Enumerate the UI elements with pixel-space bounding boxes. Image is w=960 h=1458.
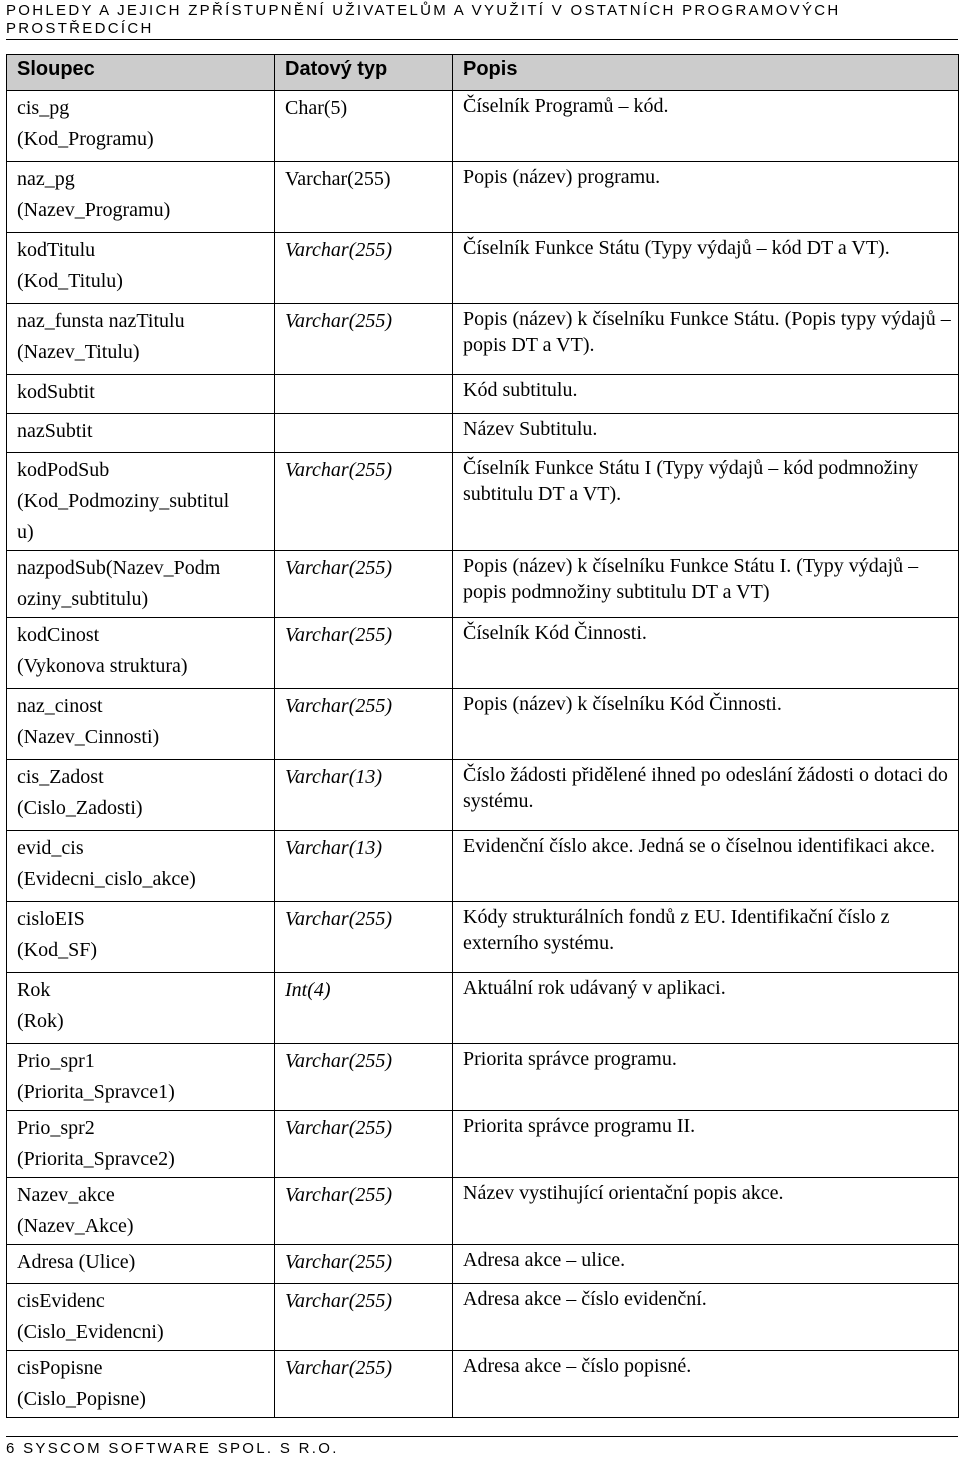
cell-description: Číslo žádosti přidělené ihned po odeslání žádosti o dotaci do systému. — [453, 760, 959, 831]
cell-data-type: Varchar(255) — [275, 1044, 453, 1111]
cell-data-type: Varchar(255) — [275, 1351, 453, 1418]
cell-data-type: Varchar(255) — [275, 453, 453, 551]
table-row — [7, 1351, 959, 1418]
cell-data-type — [275, 414, 453, 453]
table-row — [7, 760, 959, 831]
cell-column-name: evid_cis (Evidecni_cislo_akce) — [7, 831, 275, 902]
cell-description: Název Subtitulu. — [453, 414, 959, 453]
cell-data-type: Varchar(255) — [275, 304, 453, 375]
cell-description: Název vystihující orientační popis akce. — [453, 1178, 959, 1245]
cell-description: Kódy strukturálních fondů z EU. Identifikační číslo z externího systému. — [453, 902, 959, 973]
cell-data-type: Varchar(255) — [275, 162, 453, 233]
cell-data-type: Varchar(255) — [275, 902, 453, 973]
cell-column-name: Rok (Rok) — [7, 973, 275, 1044]
cell-column-name: cisloEIS (Kod_SF) — [7, 902, 275, 973]
cell-description: Popis (název) programu. — [453, 162, 959, 233]
column-header-sloupec: Sloupec — [7, 55, 275, 91]
cell-column-name: naz_funsta nazTitulu (Nazev_Titulu) — [7, 304, 275, 375]
table-row — [7, 304, 959, 375]
cell-data-type: Varchar(13) — [275, 831, 453, 902]
cell-description: Aktuální rok udávaný v aplikaci. — [453, 973, 959, 1044]
table-row — [7, 1044, 959, 1111]
table-row — [7, 91, 959, 162]
cell-data-type — [275, 375, 453, 414]
cell-data-type: Varchar(255) — [275, 1111, 453, 1178]
cell-data-type: Varchar(255) — [275, 689, 453, 760]
cell-column-name: naz_pg (Nazev_Programu) — [7, 162, 275, 233]
cell-column-name: cisPopisne (Cislo_Popisne) — [7, 1351, 275, 1418]
cell-column-name: cisEvidenc (Cislo_Evidencni) — [7, 1284, 275, 1351]
cell-description: Číselník Funkce Státu I (Typy výdajů – kód podmnožiny subtitulu DT a VT). — [453, 453, 959, 551]
cell-description: Popis (název) k číselníku Funkce Státu I. (Typy výdajů – popis podmnožiny subtitulu DT a VT) — [453, 551, 959, 618]
cell-data-type: Varchar(255) — [275, 1245, 453, 1284]
cell-column-name: cis_pg (Kod_Programu) — [7, 91, 275, 162]
column-definition-table — [6, 54, 959, 1418]
cell-data-type: Varchar(255) — [275, 233, 453, 304]
table-row — [7, 1245, 959, 1284]
table-row — [7, 1284, 959, 1351]
column-header-popis: Popis — [453, 55, 959, 91]
table-row — [7, 162, 959, 233]
page-footer: 6 SYSCOM SOFTWARE SPOL. S R.O. — [6, 1440, 339, 1457]
cell-description: Číselník Funkce Státu (Typy výdajů – kód DT a VT). — [453, 233, 959, 304]
cell-description: Adresa akce – číslo popisné. — [453, 1351, 959, 1418]
cell-data-type: Char(5) — [275, 91, 453, 162]
cell-column-name: Nazev_akce (Nazev_Akce) — [7, 1178, 275, 1245]
table-row — [7, 551, 959, 618]
cell-data-type: Varchar(13) — [275, 760, 453, 831]
column-header-datovy-typ: Datový typ — [275, 55, 453, 91]
cell-column-name: Prio_spr1 (Priorita_Spravce1) — [7, 1044, 275, 1111]
footer-divider — [6, 1436, 958, 1437]
table-body — [7, 91, 959, 1418]
table-row — [7, 233, 959, 304]
cell-column-name: kodSubtit — [7, 375, 275, 414]
table-row — [7, 973, 959, 1044]
table-row — [7, 689, 959, 760]
cell-column-name: kodTitulu (Kod_Titulu) — [7, 233, 275, 304]
cell-description: Adresa akce – číslo evidenční. — [453, 1284, 959, 1351]
cell-column-name: kodPodSub (Kod_Podmoziny_subtitul u) — [7, 453, 275, 551]
cell-description: Číselník Kód Činnosti. — [453, 618, 959, 689]
cell-column-name: Prio_spr2 (Priorita_Spravce2) — [7, 1111, 275, 1178]
page-header: POHLEDY A JEJICH ZPŘÍSTUPNĚNÍ UŽIVATELŮM A VYUŽITÍ V OSTATNÍCH PROGRAMOVÝCH PROSTŘEDCÍCH — [6, 2, 841, 37]
cell-description: Priorita správce programu II. — [453, 1111, 959, 1178]
cell-description: Kód subtitulu. — [453, 375, 959, 414]
cell-data-type: Varchar(255) — [275, 1284, 453, 1351]
cell-description: Priorita správce programu. — [453, 1044, 959, 1111]
table-row — [7, 831, 959, 902]
table-row — [7, 1111, 959, 1178]
cell-column-name: cis_Zadost (Cislo_Zadosti) — [7, 760, 275, 831]
cell-data-type: Varchar(255) — [275, 551, 453, 618]
cell-description: Číselník Programů – kód. — [453, 91, 959, 162]
cell-column-name: kodCinost (Vykonova struktura) — [7, 618, 275, 689]
cell-data-type: Varchar(255) — [275, 1178, 453, 1245]
cell-description: Popis (název) k číselníku Funkce Státu. (Popis typy výdajů – popis DT a VT). — [453, 304, 959, 375]
table-row — [7, 902, 959, 973]
table-row — [7, 453, 959, 551]
cell-column-name: Adresa (Ulice) — [7, 1245, 275, 1284]
table-row — [7, 414, 959, 453]
cell-column-name: nazSubtit — [7, 414, 275, 453]
table-header-row — [7, 55, 959, 91]
cell-description: Evidenční číslo akce. Jedná se o číselnou identifikaci akce. — [453, 831, 959, 902]
table-row — [7, 1178, 959, 1245]
table-row — [7, 618, 959, 689]
header-divider — [6, 39, 958, 40]
cell-data-type: Int(4) — [275, 973, 453, 1044]
cell-data-type: Varchar(255) — [275, 618, 453, 689]
cell-column-name: nazpodSub(Nazev_Podm oziny_subtitulu) — [7, 551, 275, 618]
cell-description: Adresa akce – ulice. — [453, 1245, 959, 1284]
cell-column-name: naz_cinost (Nazev_Cinnosti) — [7, 689, 275, 760]
cell-description: Popis (název) k číselníku Kód Činnosti. — [453, 689, 959, 760]
table-row — [7, 375, 959, 414]
